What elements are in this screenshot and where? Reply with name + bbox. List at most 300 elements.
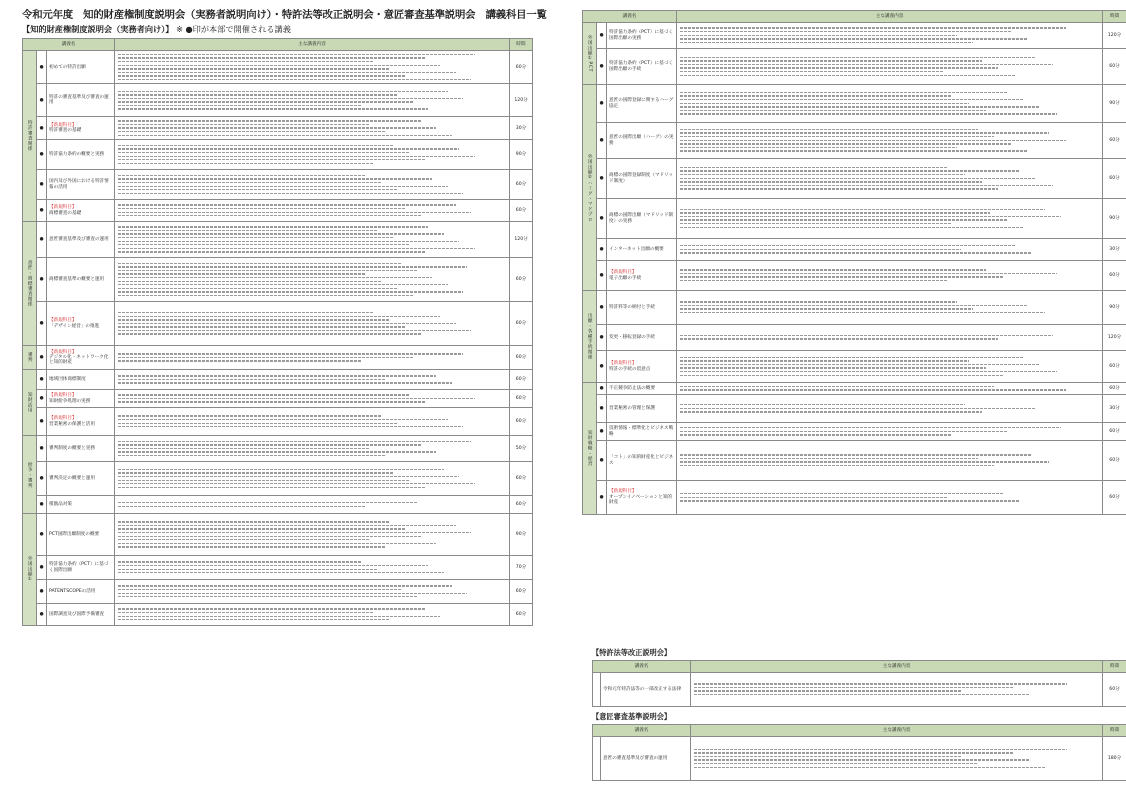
lecture-title: 商標審査の基礎 [49, 210, 82, 216]
lecture-duration: 60分 [510, 390, 533, 408]
venue-mark: ● [37, 302, 47, 346]
content-line [680, 75, 1015, 76]
lecture-duration: 60分 [1103, 441, 1126, 481]
venue-mark: ● [597, 291, 607, 325]
lecture-duration: 60分 [510, 580, 533, 604]
table-row [23, 514, 533, 556]
header-title: 講義名 [593, 725, 691, 737]
venue-mark: ● [37, 258, 47, 302]
content-line [680, 38, 1028, 39]
content-line [680, 147, 957, 148]
content-line [118, 91, 448, 92]
content-line [118, 589, 401, 590]
venue-mark: ● [37, 462, 47, 496]
lecture-title: 意匠の国際登録に関するハーグ協定 [609, 98, 674, 109]
lecture-title-cell [607, 85, 677, 123]
lecture-title: 知財紛争処理の実務 [49, 398, 91, 404]
venue-mark: ● [37, 140, 47, 170]
lecture-title-cell [601, 673, 691, 707]
content-line [680, 106, 1040, 107]
content-line [118, 284, 448, 285]
content-line [118, 480, 409, 481]
content-line [680, 404, 965, 405]
header-title: 講義名 [583, 11, 677, 23]
lecture-duration: 60分 [510, 496, 533, 514]
lecture-content [677, 49, 1103, 85]
content-line [680, 434, 952, 435]
content-line [118, 281, 382, 282]
content-line [680, 500, 1019, 501]
header-content: 主な講義内容 [691, 725, 1103, 737]
content-line [680, 216, 1061, 217]
lecture-title-cell [47, 390, 115, 408]
lecture-title: デジタル化・ネットワーク化と知的財産 [49, 354, 109, 366]
content-line [118, 178, 432, 179]
content-line [118, 57, 425, 58]
content-line [680, 167, 948, 168]
content-line [118, 54, 475, 55]
content-line [118, 502, 417, 503]
content-line [680, 431, 1007, 432]
content-line [118, 72, 456, 73]
content-line [680, 42, 973, 43]
lecture-duration: 90分 [510, 514, 533, 556]
lecture-duration: 60分 [510, 462, 533, 496]
section-subtitle [22, 24, 542, 35]
lecture-content [115, 556, 510, 580]
content-line [680, 140, 1065, 141]
lecture-content [691, 737, 1103, 781]
content-line [118, 312, 374, 313]
header-row [593, 725, 1126, 737]
lecture-content [691, 673, 1103, 707]
content-line [680, 308, 973, 309]
lecture-title-cell [47, 346, 115, 370]
content-line [118, 241, 459, 242]
content-line [680, 31, 1011, 32]
new-course-tag: 【新規科目】 [49, 318, 77, 324]
lecture-title: 営業秘密の管理と保護 [609, 405, 655, 411]
table-row [23, 436, 533, 462]
lecture-content [115, 390, 510, 408]
lecture-duration: 120分 [510, 222, 533, 258]
lecture-title: インターネット出願の概要 [609, 246, 664, 252]
content-line [118, 375, 436, 376]
content-line [118, 182, 382, 183]
content-line [118, 379, 386, 380]
new-course-tag: 【新規科目】 [49, 416, 77, 422]
header-time: 時間 [1103, 661, 1126, 673]
lecture-title: 電子出願の手続 [609, 275, 642, 281]
lecture-duration: 90分 [1103, 85, 1126, 123]
content-line [118, 233, 444, 234]
content-line [118, 528, 405, 529]
content-line [680, 150, 1028, 151]
content-line [118, 483, 475, 484]
content-line [118, 273, 366, 274]
category-cell: 出願・各種手続関連 [583, 291, 597, 383]
lecture-table-design [592, 724, 1126, 781]
lecture-title-cell [47, 258, 115, 302]
header-time: 時間 [1103, 725, 1126, 737]
lecture-title: 特許の審査基準及び審査の運用 [49, 95, 109, 106]
content-line [118, 215, 421, 216]
lecture-content [677, 325, 1103, 351]
content-line [680, 269, 986, 270]
content-line [680, 245, 1015, 246]
content-line [118, 398, 475, 399]
content-line [118, 401, 425, 402]
lecture-duration: 60分 [1103, 481, 1126, 515]
lecture-title-cell [47, 117, 115, 140]
content-line [680, 71, 944, 72]
lecture-duration: 60分 [510, 51, 533, 84]
venue-mark: ● [37, 51, 47, 84]
content-line [118, 532, 471, 533]
content-line [680, 454, 1032, 455]
content-line [118, 105, 362, 106]
lecture-duration: 60分 [1103, 351, 1126, 383]
lecture-title: 国内及び外国における特許情報の活用 [49, 179, 109, 190]
lecture-table-right [582, 10, 1126, 515]
content-line [118, 487, 425, 488]
content-line [680, 64, 1053, 65]
lecture-title-cell [47, 140, 115, 170]
content-line [118, 65, 440, 66]
content-line [118, 120, 421, 121]
venue-mark: ● [37, 222, 47, 258]
lecture-title-cell [47, 580, 115, 604]
content-line [118, 333, 421, 334]
content-line [118, 608, 425, 609]
venue-mark [593, 737, 601, 781]
left-page [22, 0, 547, 797]
content-line [118, 616, 440, 617]
header-title: 講義名 [23, 39, 115, 51]
content-line [680, 280, 948, 281]
content-line [680, 181, 982, 182]
content-line [680, 458, 977, 459]
lecture-duration: 60分 [1103, 423, 1126, 441]
content-line [118, 75, 405, 76]
lecture-content [115, 200, 510, 222]
lecture-title: 不正競争防止法の概要 [609, 385, 655, 391]
content-line [118, 536, 421, 537]
content-line [680, 129, 977, 130]
content-line [118, 94, 397, 95]
content-line [118, 472, 393, 473]
lecture-content [677, 123, 1103, 159]
table-row [583, 395, 1126, 423]
header-row [23, 39, 533, 51]
table-row [23, 346, 533, 370]
content-line [118, 193, 463, 194]
content-line [118, 101, 413, 102]
lecture-duration: 90分 [1103, 291, 1126, 325]
content-line [680, 461, 1049, 462]
table-row [583, 441, 1126, 481]
lecture-duration: 70分 [510, 556, 533, 580]
lecture-duration: 50分 [510, 436, 533, 462]
lecture-title-cell [607, 49, 677, 85]
lecture-title: 意匠審査基準及び審査の運用 [49, 236, 109, 242]
table-row [23, 170, 533, 200]
content-line [680, 212, 990, 213]
content-line [680, 360, 969, 361]
table-row [583, 423, 1126, 441]
new-course-tag: 【新規科目】 [49, 393, 77, 399]
lecture-title-cell [47, 604, 115, 626]
lecture-title: 初めての特許出願 [49, 64, 86, 70]
lecture-title: オープンイノベーションと知的財産 [609, 494, 673, 506]
content-line [118, 244, 409, 245]
section-note: ※ ●印が本部で開催される講義 [176, 24, 291, 34]
content-line [680, 357, 1024, 358]
venue-mark: ● [37, 580, 47, 604]
lecture-title-cell [47, 370, 115, 390]
lecture-title: 特許協力条約の概要と実務 [49, 151, 105, 157]
venue-mark: ● [597, 85, 607, 123]
venue-mark: ● [597, 423, 607, 441]
new-course-tag: 【新規科目】 [49, 205, 77, 211]
content-line [118, 546, 386, 547]
content-line [680, 427, 1061, 428]
lecture-title: 技術情報・標準化とビジネス戦略 [609, 426, 674, 437]
content-line [118, 426, 463, 427]
table-row [23, 408, 533, 436]
venue-mark: ● [597, 351, 607, 383]
content-line [694, 683, 1067, 684]
category-cell: 知財戦略・経営 [583, 383, 597, 515]
content-line [680, 132, 1049, 133]
lecture-content [115, 140, 510, 170]
content-line [118, 212, 471, 213]
content-line [118, 360, 362, 361]
content-line [694, 759, 1030, 760]
table-row [583, 85, 1126, 123]
new-course-tag: 【新規科目】 [609, 361, 637, 367]
header-row [593, 661, 1126, 673]
content-line [680, 27, 1065, 28]
venue-mark: ● [597, 123, 607, 159]
design-section-label: 【意匠審査基準説明会】 [592, 712, 672, 721]
lecture-duration: 60分 [1103, 673, 1126, 707]
table-row [23, 117, 533, 140]
content-line [118, 263, 401, 264]
lecture-content [115, 580, 510, 604]
table-row [593, 673, 1126, 707]
content-line [680, 95, 952, 96]
content-line [680, 110, 986, 111]
content-line [118, 543, 436, 544]
content-line [680, 375, 1003, 376]
lecture-content [115, 408, 510, 436]
lecture-content [677, 395, 1103, 423]
content-line [118, 448, 370, 449]
content-line [680, 408, 1036, 409]
content-line [118, 248, 475, 249]
lecture-content [677, 159, 1103, 199]
content-line [680, 312, 1045, 313]
header-content: 主な講義内容 [677, 11, 1103, 23]
table-row [583, 23, 1126, 49]
table-row [593, 737, 1126, 781]
lecture-duration: 180分 [1103, 737, 1126, 781]
venue-mark: ● [37, 117, 47, 140]
lecture-title-cell [47, 514, 115, 556]
lecture-content [677, 23, 1103, 49]
patent-section-label: 【特許法等改正説明会】 [592, 648, 672, 657]
venue-mark: ● [597, 159, 607, 199]
content-line [118, 423, 397, 424]
category-cell: 意匠・商標審査関係 [23, 222, 37, 346]
table-row [583, 383, 1126, 395]
lecture-title-cell [47, 496, 115, 514]
lecture-content [115, 346, 510, 370]
lecture-title-cell [47, 51, 115, 84]
content-line [118, 619, 390, 620]
venue-mark: ● [37, 390, 47, 408]
table-row [583, 261, 1126, 291]
table-row [23, 370, 533, 390]
lecture-duration: 90分 [510, 140, 533, 170]
venue-mark: ● [597, 199, 607, 239]
content-line [118, 455, 386, 456]
venue-mark: ● [37, 514, 47, 556]
content-line [680, 252, 1032, 253]
lecture-title: 特許協力条約（PCT）に基づく国際出願の実務 [609, 30, 673, 41]
content-line [680, 188, 998, 189]
content-line [680, 389, 1065, 390]
new-course-tag: 【新規科目】 [49, 349, 77, 355]
content-line [118, 204, 456, 205]
venue-mark: ● [37, 346, 47, 370]
new-course-tag: 【新規科目】 [609, 270, 637, 276]
venue-mark: ● [37, 408, 47, 436]
table-row [23, 84, 533, 117]
table-row [23, 496, 533, 514]
content-line [680, 497, 948, 498]
right-page [582, 0, 1126, 797]
content-line [680, 338, 998, 339]
content-line [118, 565, 428, 566]
table-row [583, 351, 1126, 383]
content-line [118, 561, 362, 562]
lecture-content [677, 239, 1103, 261]
content-line [118, 127, 436, 128]
content-line [118, 419, 448, 420]
table-row [23, 51, 533, 84]
content-line [680, 335, 1053, 336]
lecture-title-cell [607, 423, 677, 441]
venue-mark: ● [597, 395, 607, 423]
lecture-duration: 30分 [1103, 239, 1126, 261]
lecture-table-left [22, 38, 533, 626]
lecture-duration: 90分 [1103, 199, 1126, 239]
content-line [680, 465, 994, 466]
content-line [118, 131, 386, 132]
content-line [118, 163, 374, 164]
lecture-content [677, 351, 1103, 383]
content-line [118, 291, 463, 292]
header-title: 講義名 [593, 661, 691, 673]
venue-mark: ● [37, 200, 47, 222]
lecture-title: 令和元年特許法等の一部改正する法律 [603, 686, 682, 692]
content-line [118, 451, 436, 452]
content-line [118, 326, 405, 327]
content-line [694, 749, 1067, 750]
content-line [680, 249, 961, 250]
new-course-tag: 【新規科目】 [609, 489, 637, 495]
lecture-title: 特許審査の基礎 [49, 128, 82, 134]
content-line [118, 323, 456, 324]
content-line [118, 186, 448, 187]
lecture-duration: 60分 [1103, 261, 1126, 291]
lecture-title-cell [607, 351, 677, 383]
content-line [118, 189, 397, 190]
lecture-title: 意匠の国際出願（ハーグ）の実務 [609, 135, 674, 146]
content-line [118, 441, 471, 442]
lecture-content [115, 170, 510, 200]
lecture-duration: 30分 [1103, 395, 1126, 423]
content-line [694, 690, 961, 691]
content-line [694, 763, 978, 764]
lecture-duration: 60分 [510, 604, 533, 626]
lecture-title: 「コト」の知的財産化とビジネス [609, 455, 674, 466]
content-line [118, 277, 432, 278]
content-line [680, 301, 957, 302]
category-cell: 外国出願②ハーグ・マドプロ [583, 85, 597, 291]
content-line [118, 469, 444, 470]
category-cell: 紛争・審判 [23, 436, 37, 514]
content-line [680, 57, 1036, 58]
lecture-title-cell [607, 239, 677, 261]
header-content: 主な講義内容 [691, 661, 1103, 673]
lecture-duration: 60分 [1103, 49, 1126, 85]
content-line [118, 612, 374, 613]
lecture-duration: 30分 [510, 117, 533, 140]
content-line [118, 353, 463, 354]
content-line [118, 525, 456, 526]
venue-mark: ● [37, 604, 47, 626]
lecture-content [115, 222, 510, 258]
lecture-title: 商標の国際登録制度（マドリッド制度） [609, 173, 674, 184]
venue-mark: ● [597, 23, 607, 49]
content-line [118, 539, 370, 540]
content-line [680, 305, 1028, 306]
lecture-title-cell [47, 408, 115, 436]
lecture-title-cell [607, 261, 677, 291]
content-line [118, 319, 390, 320]
content-line [118, 593, 467, 594]
content-line [118, 394, 409, 395]
content-line [680, 92, 1007, 93]
content-line [680, 411, 982, 412]
lecture-title-cell [47, 200, 115, 222]
lecture-content [115, 51, 510, 84]
content-line [118, 208, 405, 209]
lecture-title-cell [607, 23, 677, 49]
lecture-title-cell [47, 170, 115, 200]
content-line [118, 521, 390, 522]
lecture-title-cell [47, 84, 115, 117]
lecture-duration: 60分 [510, 200, 533, 222]
content-line [118, 476, 459, 477]
lecture-title-cell [607, 395, 677, 423]
header-time: 時間 [510, 39, 533, 51]
lecture-content [115, 496, 510, 514]
table-row [583, 291, 1126, 325]
